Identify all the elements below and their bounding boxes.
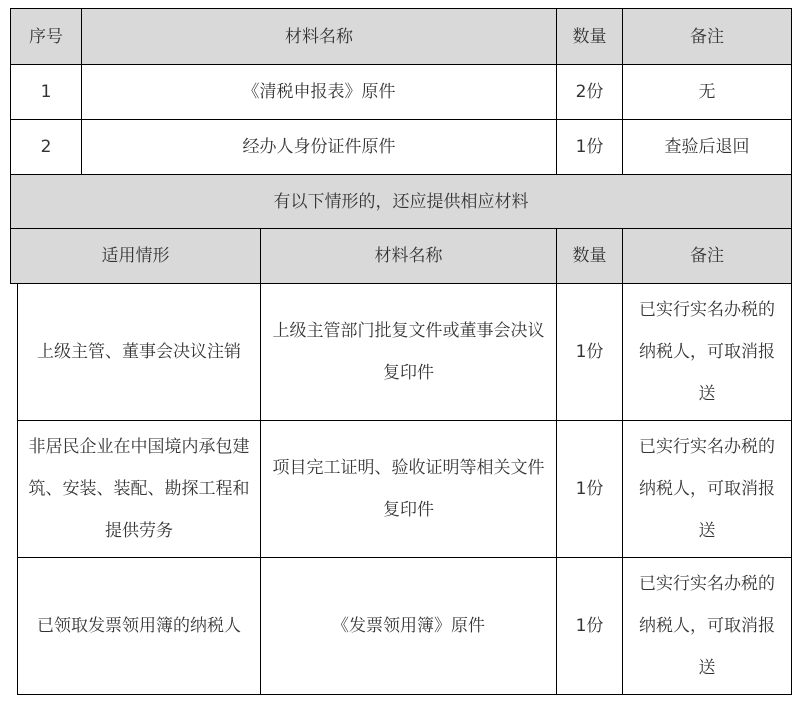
row-1-quantity: 2份 — [556, 64, 623, 120]
header-material-name: 材料名称 — [81, 8, 557, 65]
subheader-note: 备注 — [622, 228, 792, 284]
sub-row-1-material: 上级主管部门批复文件或董事会决议复印件 — [260, 283, 557, 421]
header-note: 备注 — [622, 8, 792, 65]
sub-row-3-quantity: 1份 — [556, 557, 623, 695]
sub-row-3-note: 已实行实名办税的纳税人，可取消报送 — [622, 557, 792, 695]
header-no: 序号 — [10, 8, 82, 65]
subheader-quantity: 数量 — [556, 228, 623, 284]
sub-row-3-situation: 已领取发票领用簿的纳税人 — [17, 557, 261, 695]
sub-row-2-material: 项目完工证明、验收证明等相关文件复印件 — [260, 420, 557, 558]
row-2-no: 2 — [10, 119, 82, 175]
sub-row-1-quantity: 1份 — [556, 283, 623, 421]
sub-row-2-quantity: 1份 — [556, 420, 623, 558]
sub-row-3-material: 《发票领用簿》原件 — [260, 557, 557, 695]
section-title: 有以下情形的，还应提供相应材料 — [10, 174, 792, 229]
sub-row-1-situation: 上级主管、董事会决议注销 — [17, 283, 261, 421]
sub-row-2-situation: 非居民企业在中国境内承包建筑、安装、装配、勘探工程和提供劳务 — [17, 420, 261, 558]
header-quantity: 数量 — [556, 8, 623, 65]
row-1-material-name: 《清税申报表》原件 — [81, 64, 557, 120]
row-1-no: 1 — [10, 64, 82, 120]
row-2-material-name: 经办人身份证件原件 — [81, 119, 557, 175]
sub-row-1-note: 已实行实名办税的纳税人，可取消报送 — [622, 283, 792, 421]
row-2-note: 查验后退回 — [622, 119, 792, 175]
row-1-note: 无 — [622, 64, 792, 120]
sub-row-2-note: 已实行实名办税的纳税人，可取消报送 — [622, 420, 792, 558]
subheader-situation: 适用情形 — [10, 228, 261, 284]
row-2-quantity: 1份 — [556, 119, 623, 175]
subheader-material-name: 材料名称 — [260, 228, 557, 284]
